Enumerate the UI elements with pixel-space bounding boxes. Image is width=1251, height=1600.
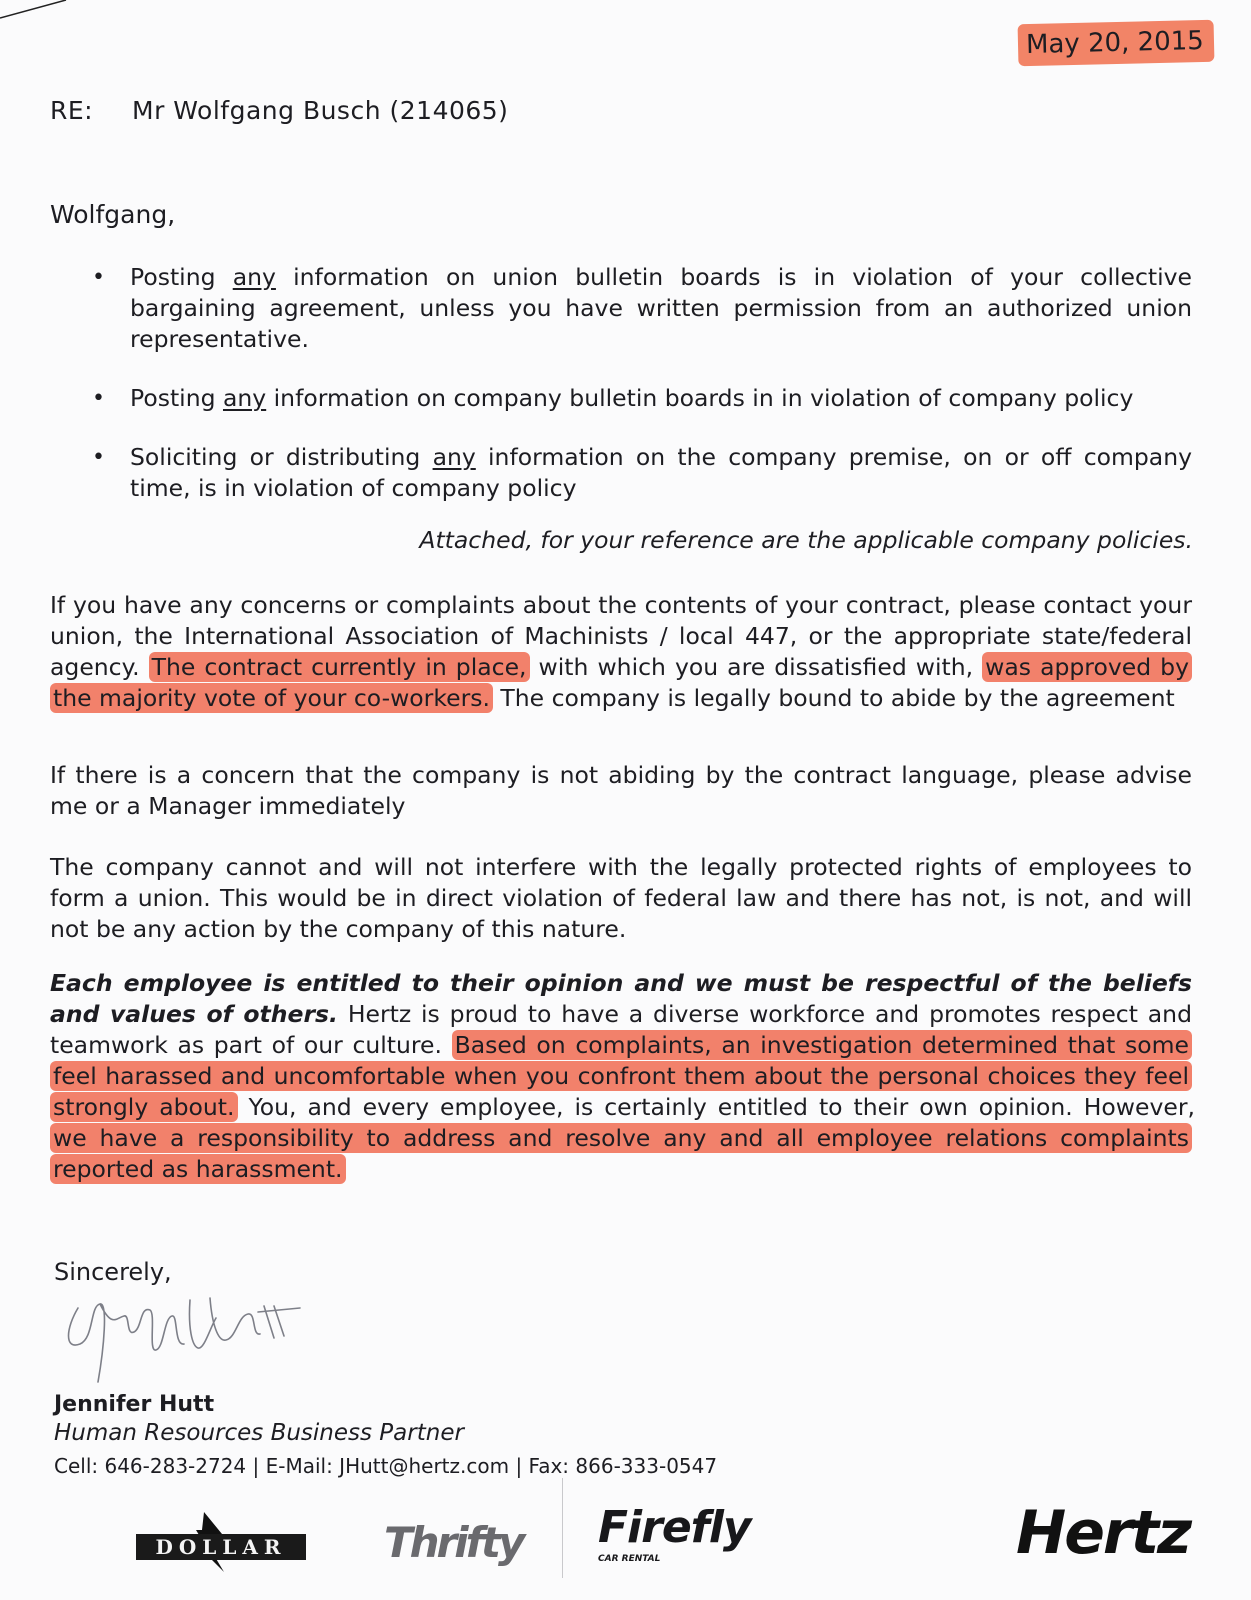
concern-paragraph: If there is a concern that the company is not abiding by the contract language, please advise me or a Manager immediately: [50, 761, 1192, 820]
bold-statement: Each employee is entitled to their opinion and we must be respectful of the beliefs and values of others.: [50, 969, 1192, 1028]
logo-divider: [562, 1478, 563, 1578]
contract-paragraph: If you have any concerns or complaints about the contents of your contract, please contact your union, the International Association of Machinists / local 447, or the appropriate state/federal agency. The contract currently in place, with which you are dissatisfied with, was approved by the majority vote of your co-workers. The company is legally bound to abide by the agreement: [50, 591, 1192, 712]
highlighted-text: The contract currently in place,: [149, 652, 530, 682]
subject-line: [50, 96, 508, 125]
bullet-item: • Posting any information on company bulletin boards in in violation of company policy: [92, 383, 1192, 414]
handwritten-signature: [60, 1288, 330, 1398]
attached-note: Attached, for your reference are the applicable company policies.: [419, 526, 1193, 554]
thrifty-logo: Thrifty: [384, 1518, 523, 1567]
highlighted-text: was approved by the majority vote of your co-workers.: [50, 652, 1192, 713]
union-rights-paragraph: The company cannot and will not interfere with the legally protected rights of employees to form a union. This would be in direct violation of federal law and there has not, is not, and will not be any action by the company of this nature.: [50, 853, 1192, 943]
dollar-logo: [132, 1512, 312, 1596]
closing: Sincerely,: [54, 1258, 172, 1286]
signer-name: Jennifer Hutt: [54, 1392, 215, 1417]
bullet-item: • Posting any information on union bulletin boards is in violation of your collective bargaining agreement, unless you have written permission from an authorized union representative.: [92, 262, 1192, 355]
harassment-paragraph: Each employee is entitled to their opinion and we must be respectful of the beliefs and values of others. Hertz is proud to have a diverse workforce and promotes respect and teamwork as part of our culture. Based on complaints, an investigation determined that some feel harassed and uncomfortable when you confront them about the personal choices they feel strongly about. You, and every employee, is certainly entitled to their own opinion. However, we have a responsibility to address and resolve any and all employee relations complaints reported as harassment.: [50, 969, 1195, 1183]
svg-text:DOLLAR: DOLLAR: [155, 1535, 287, 1559]
re-label: RE:: [50, 96, 94, 125]
re-subject: Mr Wolfgang Busch (214065): [132, 96, 509, 125]
policy-bullet-list: [92, 262, 1192, 532]
salutation: Wolfgang,: [50, 200, 176, 229]
firefly-logo: Firefly CAR RENTAL: [598, 1502, 751, 1564]
highlighted-text: Based on complaints, an investigation determined that some feel harassed and uncomfortable when you confront them about the personal choices they feel strongly about.: [50, 1030, 1192, 1122]
highlighted-text: we have a responsibility to address and resolve any and all employee relations complaints reported as harassment.: [50, 1123, 1192, 1184]
signer-contact: Cell: 646-283-2724 | E-Mail: JHutt@hertz.com | Fax: 866-333-0547: [54, 1454, 718, 1478]
pen-stroke-mark: [0, 0, 80, 40]
letter-date: May 20, 2015: [1018, 20, 1215, 66]
bullet-item: • Soliciting or distributing any information on the company premise, on or off company time, is in violation of company policy: [92, 442, 1192, 504]
hertz-logo: Hertz: [1016, 1498, 1191, 1568]
signer-title: Human Resources Business Partner: [54, 1420, 464, 1446]
